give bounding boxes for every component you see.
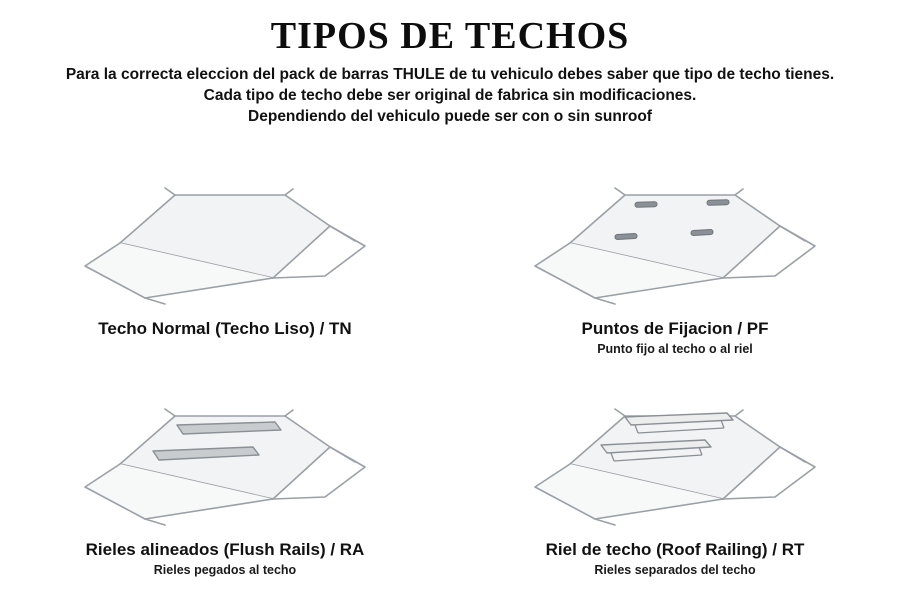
roof-type-card-ra: [0, 387, 450, 612]
intro-line-3: Dependiendo del vehiculo puede ser con o sin sunroof: [248, 108, 652, 125]
roof-type-subcaption: Punto fijo al techo o al riel: [597, 342, 753, 356]
roof-types-grid: [0, 162, 900, 612]
roof-type-card-tn: [0, 162, 450, 387]
poster-root: [0, 14, 900, 614]
car-roof-fixpoints-icon: [475, 168, 875, 313]
intro-text: [20, 64, 880, 127]
car-roof-railing-icon: [475, 389, 875, 534]
page-title: TIPOS DE TECHOS: [270, 15, 630, 57]
roof-type-caption: Techo Normal (Techo Liso) / TN: [98, 319, 352, 338]
roof-type-subcaption: Rieles separados del techo: [594, 563, 756, 577]
car-roof-plain-icon: [25, 168, 425, 313]
car-roof-flush-rails-icon: [25, 389, 425, 534]
intro-line-2: Cada tipo de techo debe ser original de fabrica sin modificaciones.: [203, 87, 697, 104]
roof-type-caption: Puntos de Fijacion / PF: [581, 319, 769, 338]
intro-line-1: Para la correcta eleccion del pack de barras THULE de tu vehiculo debes saber que tipo de techo tienes.: [65, 66, 835, 83]
roof-type-card-rt: [450, 387, 900, 612]
roof-type-subcaption: Rieles pegados al techo: [153, 563, 297, 577]
roof-type-caption: Rieles alineados (Flush Rails) / RA: [85, 540, 365, 559]
roof-type-card-pf: [450, 162, 900, 387]
roof-type-caption: Riel de techo (Roof Railing) / RT: [545, 540, 805, 559]
